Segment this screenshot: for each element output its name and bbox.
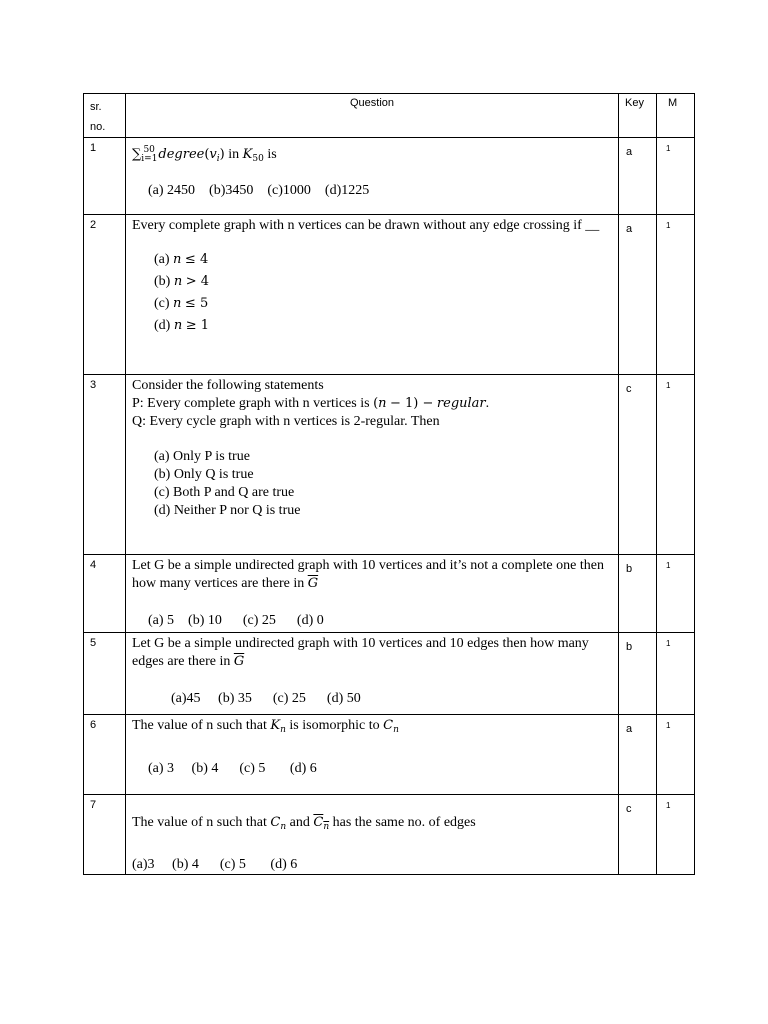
- answer-key: a: [619, 715, 657, 795]
- question-text: [126, 715, 619, 795]
- question-number: 1: [84, 138, 126, 215]
- options-list: [132, 249, 612, 337]
- marks-value: 1: [657, 715, 695, 795]
- table-row: [84, 795, 695, 875]
- table-row: [84, 633, 695, 715]
- options-line: (a)3 (b) 4 (c) 5 (d) 6: [132, 857, 298, 872]
- answer-key: b: [619, 555, 657, 633]
- question-text: [126, 375, 619, 555]
- question-text: $\sum_{i=1}^{50}$ $degree(v_i)$ in $K_{50}$ is (a) 2450 (b)3450 (c)1000 (d)1225: [126, 138, 619, 215]
- option-d: (d) n ≥ 1: [154, 318, 209, 333]
- question-statement: The value of n such that $C_n$ and $C_n$ has the same no. of edges: [132, 815, 476, 832]
- question-number: 6: [84, 715, 126, 795]
- table-row: [84, 715, 695, 795]
- question-number: 7: [84, 795, 126, 875]
- question-text: [126, 215, 619, 375]
- sum-expression: $\sum_{i=1}^{50}$: [132, 145, 158, 164]
- question-text: [126, 633, 619, 715]
- header-marks: M: [657, 94, 695, 138]
- question-statement: The value of n such that $K_n$ is isomorphic to $C_n$: [132, 718, 399, 735]
- header-row: [84, 94, 695, 138]
- table-row: [84, 138, 695, 215]
- question-table: [83, 93, 695, 875]
- option-a: (a) Only P is true: [154, 449, 250, 464]
- answer-key: b: [619, 633, 657, 715]
- table-row: [84, 375, 695, 555]
- options-line: (a) 3 (b) 4 (c) 5 (d) 6: [148, 761, 317, 776]
- marks-value: 1: [657, 138, 695, 215]
- question-text: [126, 795, 619, 875]
- option-d: (d) Neither P nor Q is true: [154, 503, 301, 518]
- answer-key: a: [619, 215, 657, 375]
- statement-p: P: Every complete graph with n vertices is (n − 1) − regular.: [132, 396, 490, 411]
- question-statement: Let G be a simple undirected graph with 10 vertices and 10 edges then how many edges are there in $\overline{G}$: [132, 636, 589, 669]
- options-line: (a)45 (b) 35 (c) 25 (d) 50: [171, 691, 361, 706]
- question-number: 5: [84, 633, 126, 715]
- option-c: (c) Both P and Q are true: [154, 485, 295, 500]
- option-c: (c) n ≤ 5: [154, 296, 209, 311]
- answer-key: c: [619, 375, 657, 555]
- option-b: (b) n > 4: [154, 274, 209, 289]
- option-b: (b) Only Q is true: [154, 467, 254, 482]
- header-sr-no: [84, 94, 126, 138]
- answer-key: a: [619, 138, 657, 215]
- question-statement: Every complete graph with n vertices can be drawn without any edge crossing if __: [132, 218, 600, 233]
- question-number: 2: [84, 215, 126, 375]
- options-list: [132, 448, 612, 520]
- marks-value: 1: [657, 375, 695, 555]
- option-a: (a) n ≤ 4: [154, 252, 209, 267]
- table-row: [84, 215, 695, 375]
- question-statement: Let G be a simple undirected graph with 10 vertices and it’s not a complete one then how many vertices are there in $\overline{G}$: [132, 558, 604, 591]
- marks-value: 1: [657, 215, 695, 375]
- question-number: 3: [84, 375, 126, 555]
- header-no-label: no.: [90, 121, 106, 133]
- marks-value: 1: [657, 633, 695, 715]
- marks-value: 1: [657, 555, 695, 633]
- answer-key: c: [619, 795, 657, 875]
- header-question: Question: [126, 94, 619, 138]
- header-key: Key: [619, 94, 657, 138]
- marks-value: 1: [657, 795, 695, 875]
- options-line: (a) 5 (b) 10 (c) 25 (d) 0: [148, 613, 324, 628]
- table-row: [84, 555, 695, 633]
- options-line: (a) 2450 (b)3450 (c)1000 (d)1225: [148, 183, 370, 198]
- question-text: [126, 555, 619, 633]
- header-sr-label: sr.: [90, 101, 102, 113]
- statement-q: Q: Every cycle graph with n vertices is 2-regular. Then: [132, 414, 440, 429]
- question-intro: Consider the following statements: [132, 378, 324, 393]
- question-number: 4: [84, 555, 126, 633]
